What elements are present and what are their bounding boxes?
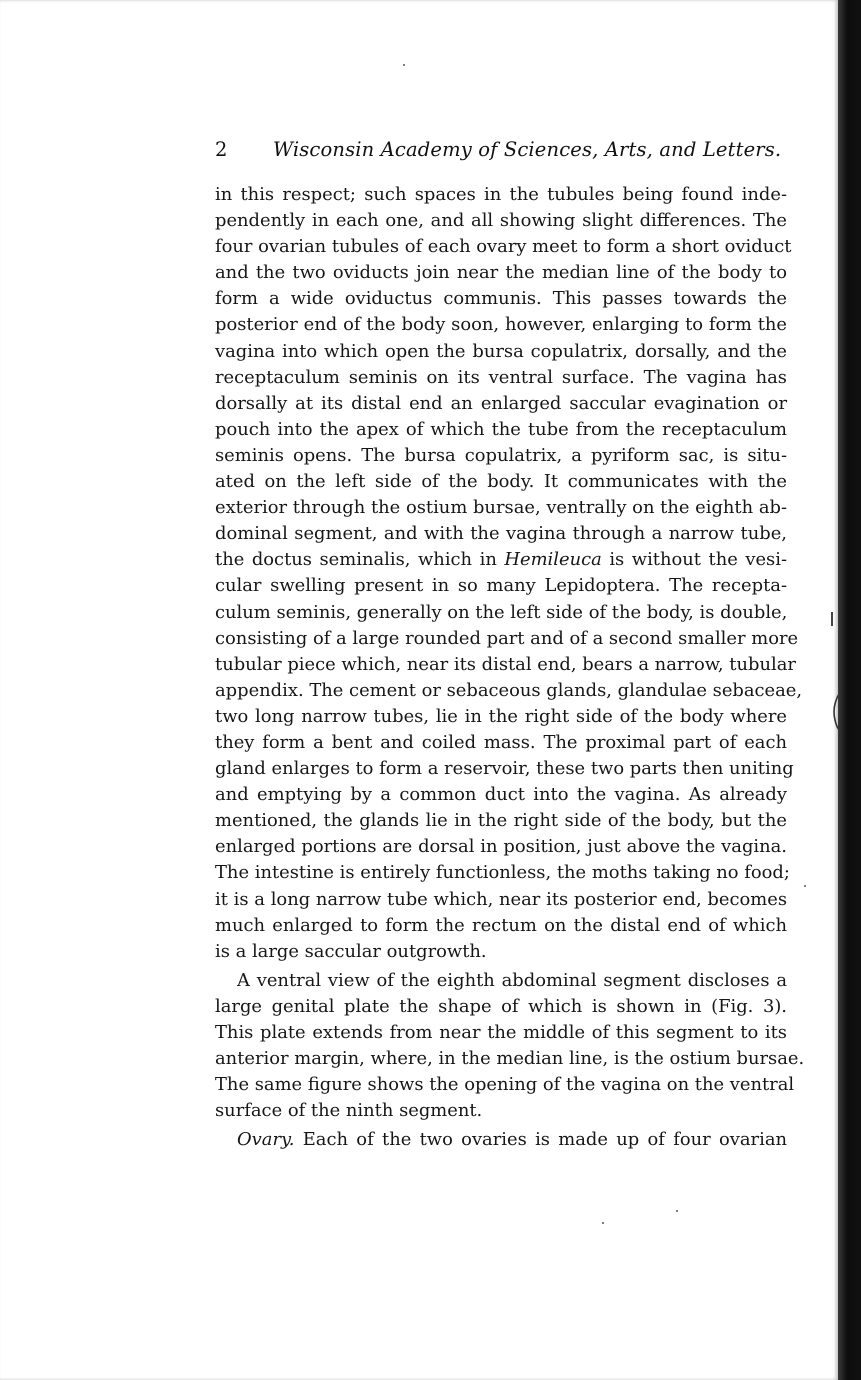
margin-mark — [831, 612, 833, 626]
text-line: enlarged portions are dorsal in position, just above the vagina. — [215, 836, 787, 858]
line-segment: the doctus seminalis, which in — [215, 549, 497, 571]
text-line: appendix. The cement or sebaceous glands, glandulae sebaceae, — [215, 679, 803, 701]
text-line: The intestine is entirely functionless, the moths taking no food; — [215, 862, 790, 884]
text-line: tubular piece which, near its distal end, bears a narrow, tubular — [215, 653, 796, 675]
text-line: This plate extends from near the middle of this segment to its — [215, 1022, 787, 1043]
line-segment: Each of the two ovaries is made up of four ovarian — [302, 1129, 788, 1151]
text-line: vagina into which open the bursa copulatrix, dorsally, and the — [215, 340, 787, 362]
text-line: is a large saccular outgrowth. — [215, 940, 487, 962]
text-line: anterior margin, where, in the median line, is the ostium bursae. — [215, 1048, 805, 1070]
text-line: exterior through the ostium bursae, ventrally on the eighth ab- — [215, 497, 787, 519]
speck — [804, 885, 806, 887]
text-line: and the two oviducts join near the median line of the body to — [215, 262, 787, 284]
section-lead: Ovary. — [237, 1129, 295, 1151]
genus-name: Hemileuca — [504, 549, 602, 571]
text-line: posterior end of the body soon, however, enlarging to form the — [215, 314, 787, 336]
scan-edge — [838, 0, 861, 1380]
text-line: mentioned, the glands lie in the right side of the body, but the — [215, 810, 787, 832]
text-line: much enlarged to form the rectum on the distal end of which — [215, 914, 787, 936]
text-line: pendently in each one, and all showing slight differences. The — [215, 210, 787, 232]
text-line: pouch into the apex of which the tube from the receptaculum — [215, 418, 787, 440]
text-line — [215, 1127, 787, 1153]
body-text — [215, 182, 805, 1153]
text-line: form a wide oviductus communis. This passes towards the — [215, 288, 787, 310]
speck — [602, 1222, 604, 1224]
text-line: in this respect; such spaces in the tubules being found inde- — [215, 184, 787, 205]
text-line: four ovarian tubules of each ovary meet to form a short oviduct — [215, 236, 792, 258]
text-line: and emptying by a common duct into the vagina. As already — [215, 784, 787, 806]
text-line — [215, 968, 787, 994]
speck — [403, 64, 405, 66]
text-line: consisting of a large rounded part and of a second smaller more — [215, 627, 799, 649]
text-line: dorsally at its distal end an enlarged saccular evagination or — [215, 392, 787, 414]
text-line: two long narrow tubes, lie in the right side of the body where — [215, 705, 787, 727]
text-line: it is a long narrow tube which, near its posterior end, becomes — [215, 888, 787, 910]
line-segment: A ventral view of the eighth abdominal segment discloses a — [237, 969, 787, 991]
text-line: dominal segment, and with the vagina through a narrow tube, — [215, 523, 787, 545]
text-line: The same figure shows the opening of the vagina on the ventral — [215, 1074, 795, 1096]
running-title: Wisconsin Academy of Sciences, Arts, and Letters. — [273, 138, 782, 161]
text-line: receptaculum seminis on its ventral surface. The vagina has — [215, 366, 787, 388]
text-line: ated on the left side of the body. It communicates with the — [215, 471, 787, 493]
page-number: 2 — [215, 138, 228, 161]
page-header — [215, 134, 787, 166]
speck — [676, 1210, 678, 1212]
text-line: seminis opens. The bursa copulatrix, a pyriform sac, is situ- — [215, 444, 787, 466]
text-line: gland enlarges to form a reservoir, these two parts then uniting — [215, 758, 794, 780]
text-line: surface of the ninth segment. — [215, 1100, 483, 1122]
text-line: they form a bent and coiled mass. The proximal part of each — [215, 731, 787, 753]
text-line: culum seminis, generally on the left side of the body, is double, — [215, 601, 788, 623]
text-line: large genital plate the shape of which is shown in (Fig. 3). — [215, 995, 787, 1017]
line-segment: is without the vesi- — [609, 549, 787, 571]
text-line: cular swelling present in so many Lepidoptera. The recepta- — [215, 575, 787, 597]
text-line-with-genus — [215, 547, 787, 573]
